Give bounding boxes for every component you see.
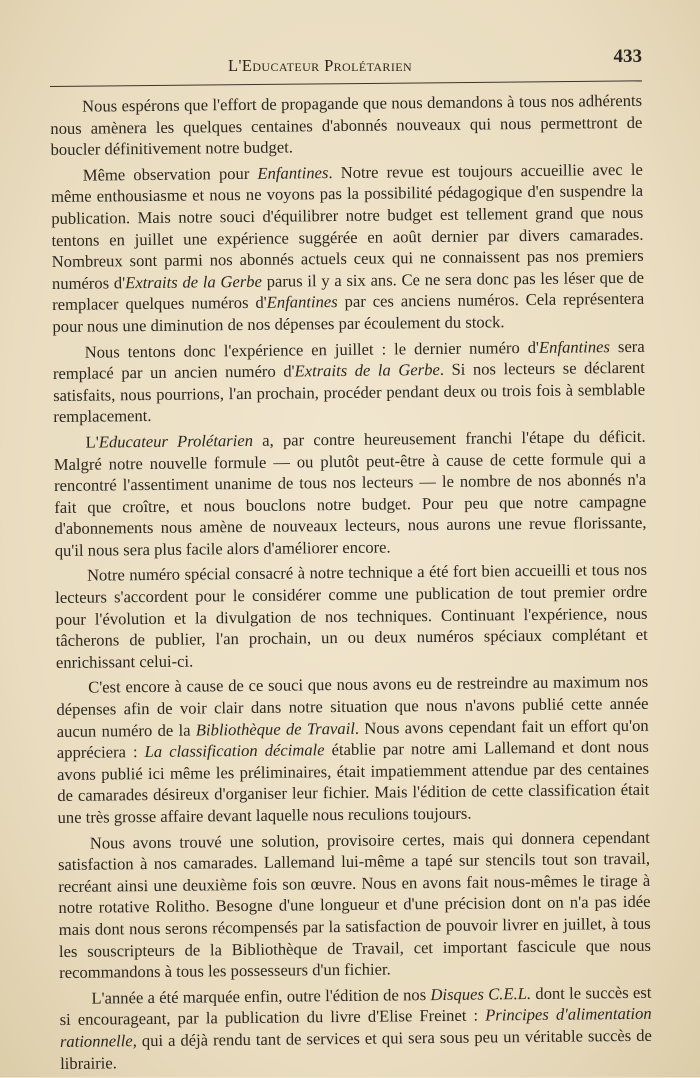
paragraph — [51, 159, 645, 338]
paragraph — [54, 426, 647, 562]
page-header — [50, 44, 642, 84]
text-run: C'est encore à cause de ce souci que nous avons eu de restreindre au maximum nos dépenses afin de voir clair dans notre situation que nous n'avons publié cette année aucun numéro de la — [56, 672, 649, 741]
text-run: Nous tentons donc l'expérience en juillet : le dernier numéro d' — [84, 337, 540, 362]
article-body — [50, 90, 652, 1078]
text-run: L'année a été marquée enfin, outre l'édition de nos — [91, 984, 431, 1008]
italic-run: Educateur Prolétarien — [98, 430, 254, 452]
running-title-part: rolétarien — [333, 56, 413, 75]
paragraph — [50, 90, 643, 161]
text-run: parus il y a six ans. Ce ne sera donc pas les léser que de remplacer quelques numéros d' — [52, 267, 645, 315]
paragraph — [55, 559, 648, 673]
italic-run: Extraits de la Gerbe — [294, 360, 440, 381]
text-run: Nous avons trouvé une solution, provisoire certes, mais qui donnera cependant satisfaction à nos camarades. Lallemand lui-même a tapé sur stencils tout son travail, recréant ainsi une deuxième fois son œuvre. Nous en avons fait nous-mêmes le tirage à notre rotative Rolitho. Besogne d'une longueur et d'une précision dont on n'a pas idée mais dont nous serons récompensés par la satisfaction de pouvoir livrer en juillet, à tous les souscripteurs de la Bibliothèque de Travail, cet important fascicule que nous recommandons à tous les possesseurs d'un fichier. — [57, 827, 652, 983]
paragraph — [56, 671, 650, 828]
paragraph — [59, 982, 652, 1075]
text-run: qui a déjà rendu tant de services et qui sera sous peu un véritable succès de librairie. — [60, 1025, 652, 1073]
text-run: dont le succès est si encourageant, par la publication du livre d'Elise Freinet : — [59, 982, 652, 1030]
text-run: sera remplacé par un ancien numéro d' — [52, 336, 645, 384]
text-run: . Notre revue est toujours accueillie avec le même enthousiasme et nous ne voyons pas la possibilité pédagogique d'en suspendre la publication. Mais notre souci d'équilibrer notre budget est tellement grand que nous tentons en juillet une expérience suggérée en août dernier par divers camarades. Nombreux sont parmi nos abonnés actuels ceux qui ne connaissent pas nos premiers numéros d' — [50, 159, 644, 293]
italic-run: Bibliothèque de Travail — [195, 718, 355, 740]
text-run: Même observation pour — [82, 163, 258, 185]
text-run: . Nous avons cependant fait un effort qu'on appréciera : — [56, 715, 649, 763]
text-run: . Si nos lecteurs se déclarent satisfaits, nous pourrions, l'an prochain, procéder pendant deux ou trois fois à semblable remplacement. — [53, 357, 646, 427]
italic-run: Enfantines — [266, 292, 338, 313]
running-title-part: P — [324, 56, 334, 75]
italic-run: Disques C.E.L. — [430, 983, 532, 1004]
paragraph — [53, 335, 646, 428]
text-run: L' — [85, 432, 99, 452]
text-run: établie par notre ami Lallemand et dont nous avons publié ici même les préliminaires, était impatiemment attendue par des centaines de camarades désireux d'organiser leur fichier. Mais l'édition de cette classification était une très grosse affaire devant laquelle nous reculions toujours. — [57, 736, 650, 827]
text-run: Notre numéro spécial consacré à notre technique a été fort bien accueilli et tous nos lecteurs s'accordent pour le considérer comme une publication de tout premier ordre pour l'évolution et la divulgation de nos techniques. Continuant l'expérience, nous tâcherons de publier, l'an prochain, un ou deux numéros spéciaux complétant et enrichissant celui-ci. — [55, 560, 648, 672]
text-run: par ces anciens numéros. Cela représentera pour nous une diminution de nos dépenses par écoulement du stock. — [52, 289, 645, 336]
italic-run: Extraits de la Gerbe — [125, 271, 263, 292]
italic-run: La classification décimale — [144, 740, 325, 762]
italic-run: Enfantines — [257, 162, 329, 183]
italic-run: Principes d'alimentation rationnelle, — [59, 1004, 652, 1051]
paragraph — [58, 826, 652, 983]
running-title-part: ducateur — [252, 56, 320, 75]
text-run: a, par contre heureusement franchi l'étape du déficit. Malgré notre nouvelle formule — ou plutôt peut-être à cause de cette formule qui a rencontré l'assentiment unanime de tous nos lecteurs — le nombre de nos abonnés n'a fait que croître, et nous bouclons notre budget. Pour peu que notre campagne d'abonnements nous amène de nouveaux lecteurs, nous aurons une revue florissante, qu'il nous sera plus facile alors d'améliorer encore. — [53, 426, 647, 560]
running-title — [228, 56, 412, 76]
running-title-initial: L'E — [228, 56, 253, 75]
italic-run: Enfantines — [538, 336, 611, 357]
text-run: Nous espérons que l'effort de propagande que nous demandons à tous nos adhérents nous amènera les quelques centaines d'abonnés nouveaux qui nous permettront de boucler définitivement notre budget. — [50, 90, 643, 160]
page-number: 433 — [613, 46, 642, 67]
